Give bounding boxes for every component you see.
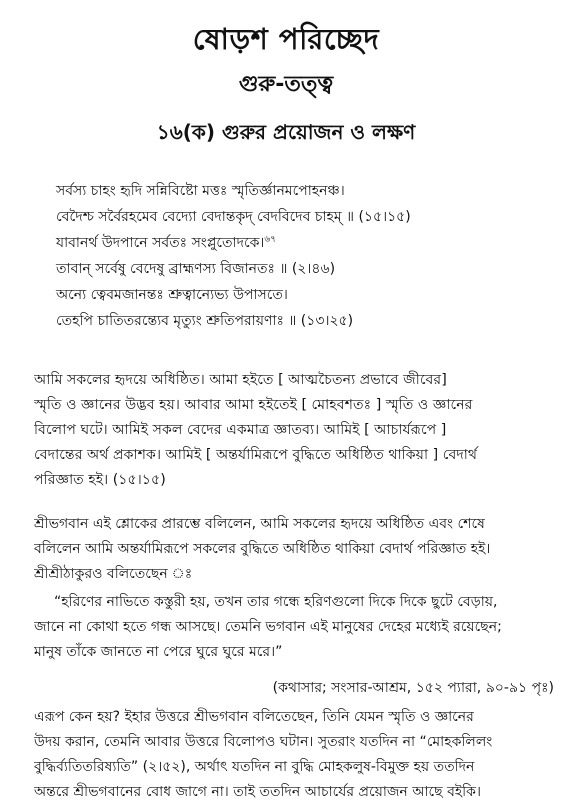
- sanskrit-verses: [56, 178, 556, 334]
- quote-line: জানে না কোথা হতে গন্ধ আসছে। তেমনি ভগবান এই মানুষের দেহের মধ্যেই রয়েছেন;: [34, 619, 502, 635]
- commentary-paragraph-1: [34, 368, 554, 493]
- paragraph-line: বেদান্তের অর্থ প্রকাশক। আমিই [ অন্তর্যামিরূপে বুদ্ধিতে অধিষ্ঠিত থাকিয়া ] বেদার্থ: [34, 447, 478, 463]
- footnote-marker: ৬৭: [264, 234, 277, 245]
- section-title: গুরু-তত্ত্ব: [238, 72, 334, 97]
- chapter-title: ষোড়শ পরিচ্ছেদ: [192, 22, 380, 56]
- quote-line: মানুষ তাঁকে জানতে না পেরে ঘুরে ঘুরে মরে।”: [34, 644, 283, 660]
- paragraph-line: বুদ্ধির্ব্যতিতরিষ্যতি” (২।৫২), অর্থাৎ যতদিন না বুদ্ধি মোহকলুষ-বিমুক্ত হয় ততদিন: [34, 759, 475, 775]
- quote-source-citation: (কথাসার; সংসার-আশ্রম, ১৫২ প্যারা, ৯০-৯১ পৃঃ): [272, 680, 554, 696]
- paragraph-line: অন্তরে শ্রীভগবানের বোধ জাগে না। তাই ততদিন আচার্যের প্রয়োজন আছে বইকি।: [34, 784, 481, 800]
- paragraph-line: উদয় করান, তেমনি আবার উত্তরে বিলোপও ঘটান। সুতরাং যতদিন না “মোহকলিলং: [34, 734, 493, 750]
- verse-line: বেদৈশ্চ সর্বৈরহমেব বেদ্যো বেদান্তকৃদ্ বেদবিদেব চাহম্ ॥ (১৫।১৫): [56, 209, 411, 225]
- verse-line: তেহপি চাতিতরন্ত্যেব মৃত্যুং শ্রুতিপরায়ণাঃ ॥ (১৩।২৫): [56, 313, 354, 329]
- verse-line: সর্বস্য চাহং হৃদি সন্নিবিষ্টো মত্তঃ স্মৃতির্জ্ঞানমপোহনঞ্চ।: [56, 183, 345, 199]
- verse-line: [56, 230, 556, 256]
- verse-line-text: যাবানর্থ উদপানে সর্বতঃ সংপ্লুতোদকে।: [56, 235, 265, 251]
- paragraph-line: পরিজ্ঞাত হই। (১৫।১৫): [34, 472, 166, 488]
- paragraph-line: বলিলেন আমি অন্তর্যামিরূপে সকলের বুদ্ধিতে অধিষ্ঠিত থাকিয়া বেদার্থ পরিজ্ঞাত হই।: [34, 541, 491, 557]
- verse-line: তাবান্ সর্বেষু বেদেষু ব্রাহ্মণস্য বিজানতঃ ॥ (২।৪৬): [56, 261, 336, 277]
- commentary-paragraph-2: [34, 512, 554, 587]
- paragraph-line: বিলোপ ঘটে। আমিই সকল বেদের একমাত্র জ্ঞাতব্য। আমিই [ আচার্যরূপে ]: [34, 422, 447, 438]
- thakur-quote: [34, 590, 550, 665]
- paragraph-line: এরূপ কেন হয়? ইহার উত্তরে শ্রীভগবান বলিতেছেন, তিনি যেমন স্মৃতি ও জ্ঞানের: [34, 709, 474, 725]
- paragraph-line: স্মৃতি ও জ্ঞানের উদ্ভব হয়। আবার আমা হইতেই [ মোহবশতঃ ] স্মৃতি ও জ্ঞানের: [34, 397, 473, 413]
- paragraph-line: শ্রীশ্রীঠাকুরও বলিতেছেন ঃ: [34, 566, 193, 582]
- quote-line: “হরিণের নাভিতে কস্তুরী হয়, তখন তার গন্ধে হরিণগুলো দিকে দিকে ছুটে বেড়ায়,: [54, 594, 498, 610]
- verse-line: অন্যে ত্বেবমজানন্তঃ শ্রুত্বান্যেভ্য উপাসতে।: [56, 287, 288, 303]
- subsection-title: ১৬(ক) গুরুর প্রয়োজন ও লক্ষণ: [156, 120, 416, 144]
- paragraph-line: শ্রীভগবান এই শ্লোকের প্রারম্ভে বলিলেন, আমি সকলের হৃদয়ে অধিষ্ঠিত এবং শেষে: [34, 516, 485, 532]
- paragraph-line: আমি সকলের হৃদয়ে অধিষ্ঠিত। আমা হইতে [ আত্মচৈতন্য প্রভাবে জীবের]: [34, 372, 447, 388]
- commentary-paragraph-3: [34, 705, 554, 805]
